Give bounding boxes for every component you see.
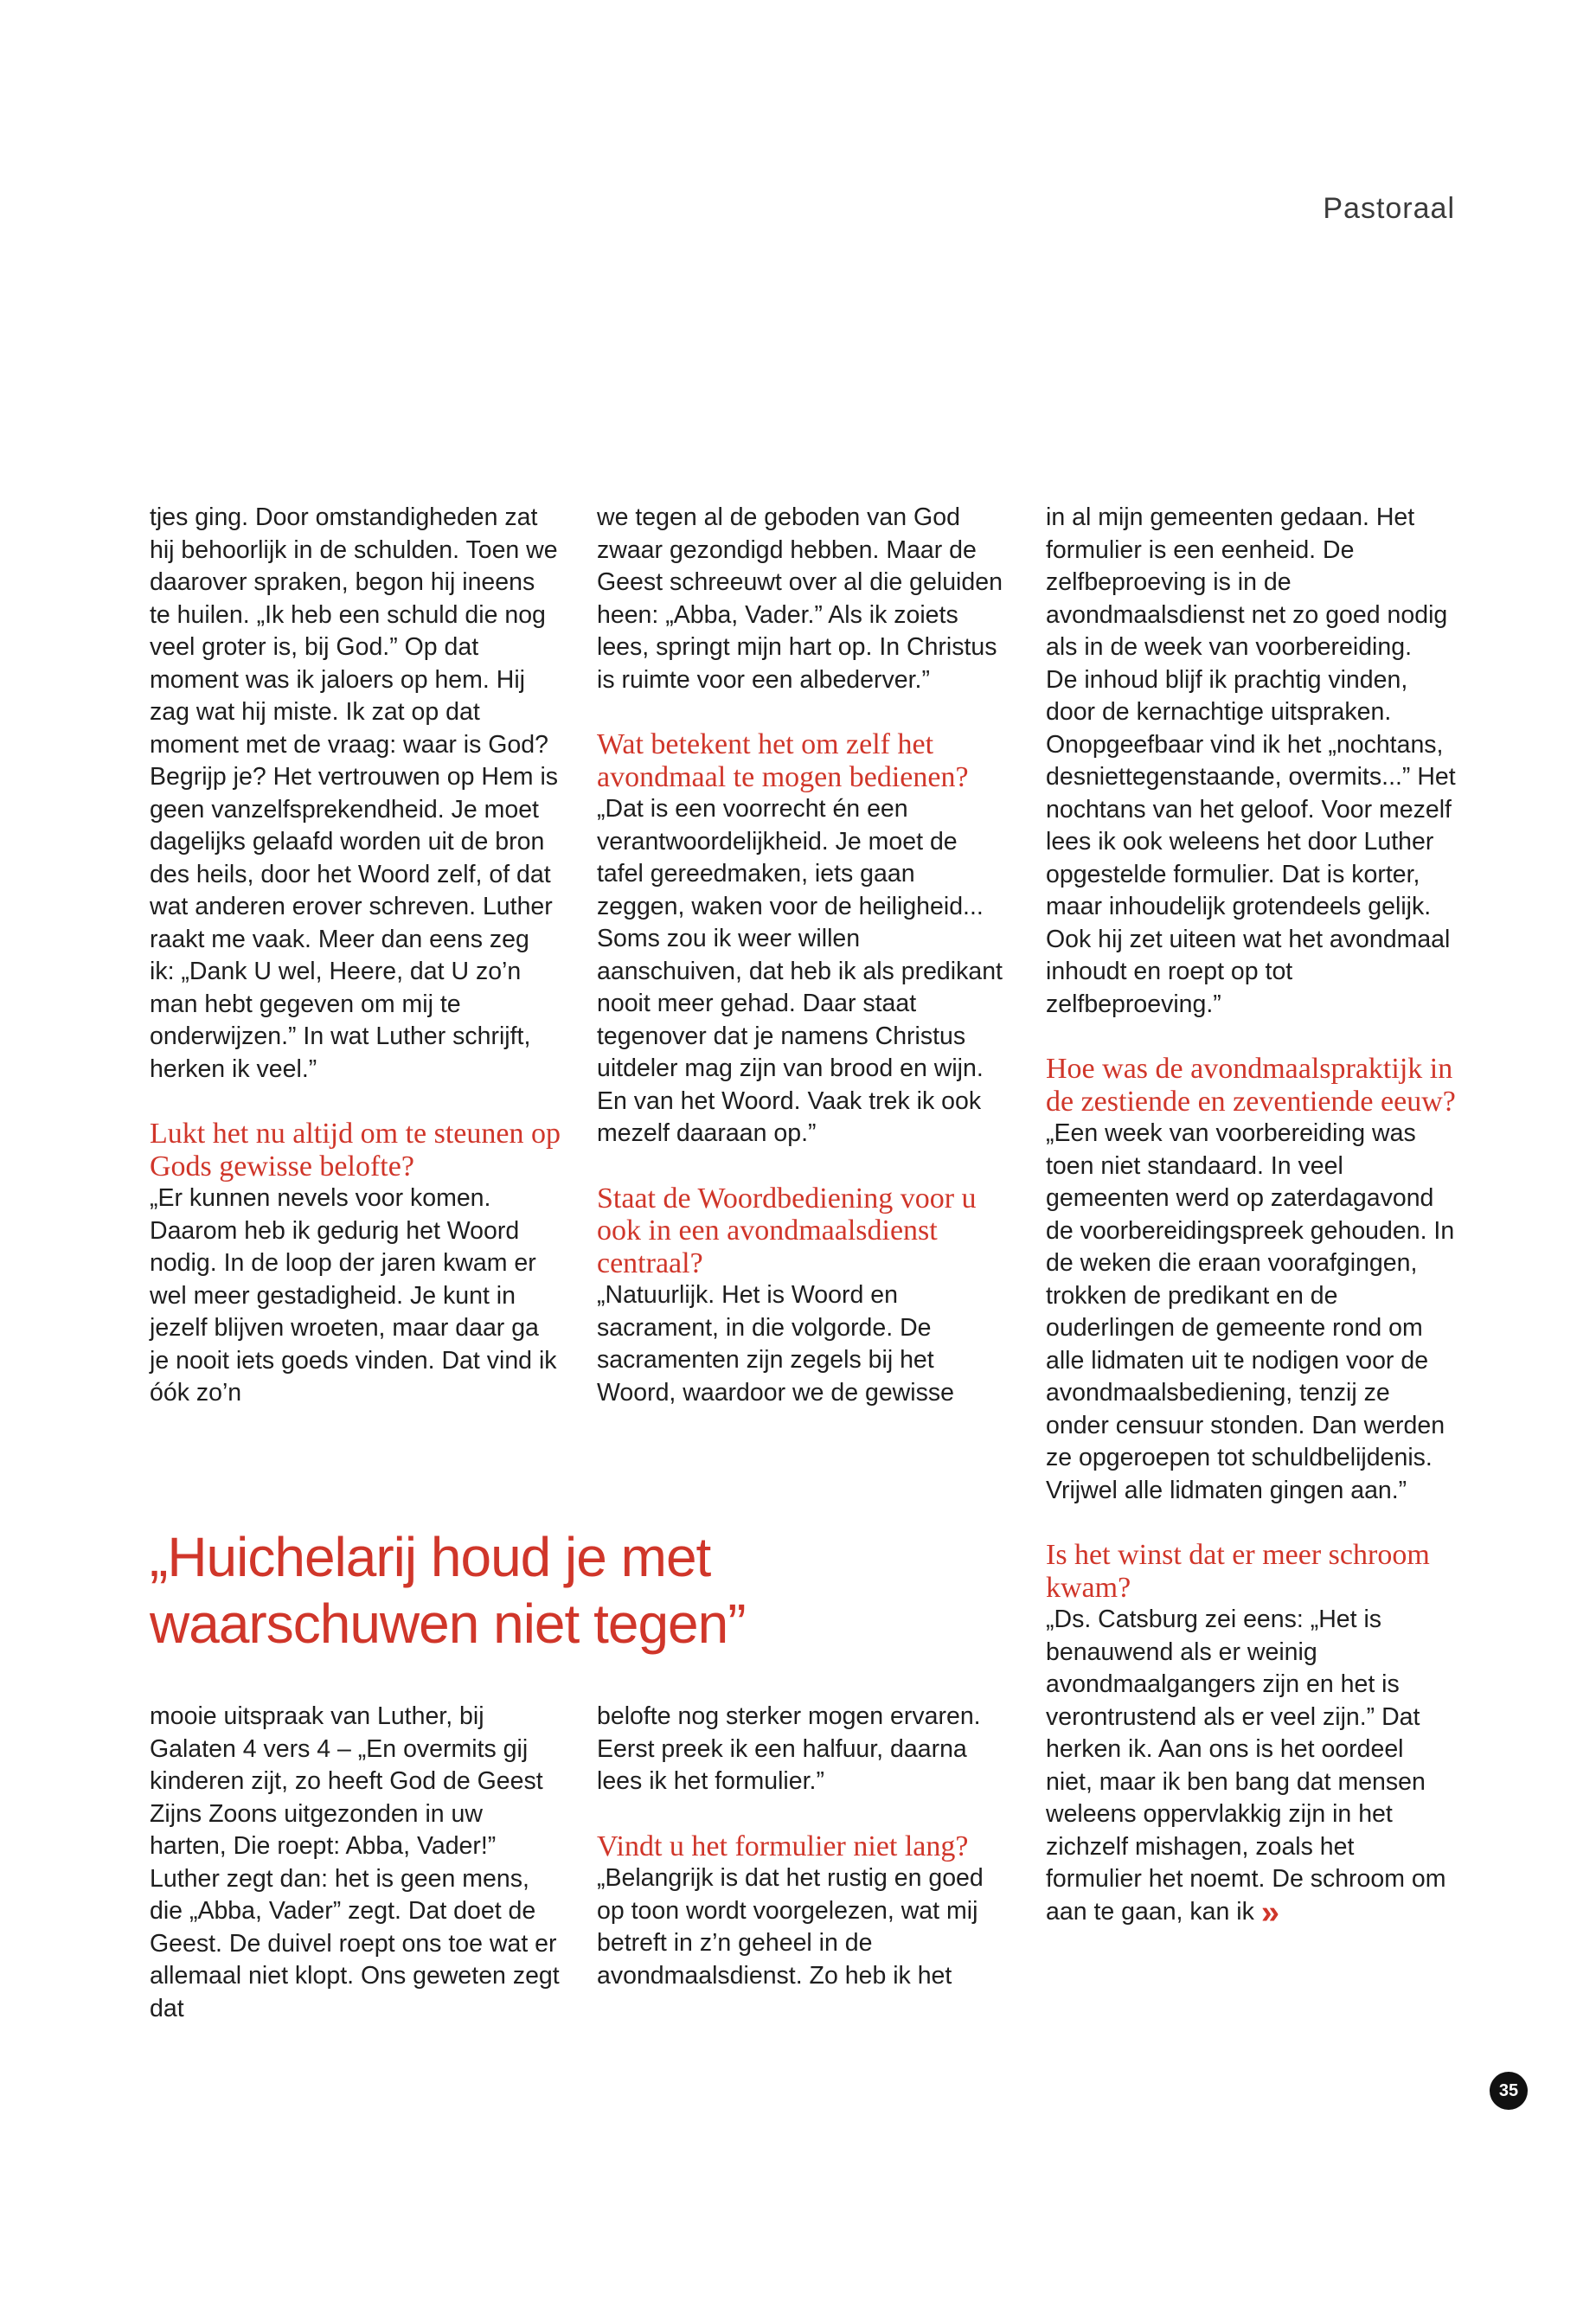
paragraph: we tegen al de geboden van God zwaar gezondigd hebben. Maar de Geest schreeuwt over al die geluiden heen: „Abba, Vader.” Als ik zoiets lees, springt mijn hart op. In Christus is ruimte voor een albederver.” (597, 503, 1003, 694)
interview-question: Is het winst dat er meer schroom kwam? (1046, 1539, 1430, 1604)
interview-question: Lukt het nu altijd om te steunen op Gods gewisse belofte? (150, 1118, 561, 1183)
paragraph: „Er kunnen nevels voor komen. Daarom heb ik gedurig het Woord nodig. In de loop der jaren kwam er wel meer gestadigheid. Je kunt in jezelf blijven wroeten, maar daar ga je nooit iets goeds vinden. Dat vind ik óók zo’n (150, 1184, 557, 1407)
paragraph: De inhoud blijf ik prachtig vinden, door de kernachtige uitspraken. Onopgeefbaar vind ik het „nochtans, desniettegenstaande, overmits...” Het nochtans van het geloof. Voor mezelf lees ik ook weleens het door Luther opgestelde formulier. Dat is korter, maar inhoudelijk grotendeels gelijk. Ook hij zet uiteen wat het avondmaal inhoudt en roept op tot zelfbeproeving.” (1046, 665, 1456, 1018)
article-column-3 (1046, 502, 1457, 1931)
interview-question: Hoe was de avondmaalspraktijk in de zestiende en zeventiende eeuw? (1046, 1053, 1456, 1118)
paragraph: mooie uitspraak van Luther, bij Galaten 4 vers 4 – „En overmits gij kinderen zijt, zo heeft God de Geest Zijns Zoons uitgezonden in uw harten, Die roept: Abba, Vader!” Luther zegt dan: het is geen mens, die „Abba, Vader” zegt. Dat doet de Geest. De duivel roept ons toe wat er allemaal niet klopt. Ons geweten zegt dat (150, 1702, 560, 2022)
paragraph: „Een week van voorbereiding was toen niet standaard. In veel gemeenten werd op zaterdagavond de voorbereidingspreek gehouden. In de weken die eraan voorafgingen, trokken de predikant en de ouderlingen de gemeente rond om alle lidmaten uit te nodigen voor de avondmaalsbediening, tenzij ze onder censuur stonden. Dan werden ze opgeroepen tot schuldbelijdenis. Vrijwel alle lidmaten gingen aan.” (1046, 1119, 1455, 1504)
article-column-2 (597, 502, 1008, 1409)
page-number: 35 (1490, 2072, 1528, 2110)
interview-question: Wat betekent het om zelf het avondmaal te mogen bedienen? (597, 728, 969, 793)
paragraph: belofte nog sterker mogen ervaren. Eerst preek ik een halfuur, daarna lees ik het formulier.” (597, 1702, 981, 1795)
interview-question: Vindt u het formulier niet lang? (597, 1830, 969, 1862)
section-label: Pastoraal (1323, 192, 1455, 225)
paragraph: „Dat is een voorrecht én een verantwoordelijkheid. Je moet de tafel gereedmaken, iets gaan zeggen, waken voor de heiligheid... Soms zou ik weer willen aanschuiven, dat heb ik als predikant nooit meer gehad. Daar staat tegenover dat je namens Christus uitdeler mag zijn van brood en wijn. En van het Woord. Vaak trek ik ook mezelf daaraan op.” (597, 795, 1003, 1147)
paragraph: in al mijn gemeenten gedaan. Het formulier is een eenheid. De zelfbeproeving is in de avondmaalsdienst net zo goed nodig als in de week van voorbereiding. (1046, 503, 1448, 661)
interview-question: Staat de Woordbediening voor u ook in een avondmaalsdienst centraal? (597, 1182, 977, 1279)
paragraph: „Belangrijk is dat het rustig en goed op toon wordt voorgelezen, wat mij betreft in z’n geheel in de avondmaalsdienst. Zo heb ik het (597, 1864, 984, 1990)
article-column-1 (150, 502, 561, 1410)
paragraph: „Natuurlijk. Het is Woord en sacrament, in die volgorde. De sacramenten zijn zegels bij het Woord, waardoor we de gewisse (597, 1281, 954, 1407)
double-chevron-right-icon: » (1260, 1894, 1279, 1931)
article-column-1-bottom (150, 1701, 561, 2025)
pull-quote: „Huichelarij houd je met waarschuwen niet tegen” (150, 1526, 746, 1655)
paragraph (1046, 1604, 1457, 1931)
paragraph-text: „Ds. Catsburg zei eens: „Het is benauwend als er weinig avondmaalgangers zijn en het is verontrustend als er veel zijn.” Dat herken ik. Aan ons is het oordeel niet, maar ik ben bang dat mensen weleens oppervlakkig zijn in het zichzelf mishagen, zoals het formulier het noemt. De schroom om aan te gaan, kan ik (1046, 1606, 1446, 1926)
article-column-2-bottom (597, 1701, 1008, 1992)
paragraph: tjes ging. Door omstandigheden zat hij behoorlijk in de schulden. Toen we daarover spraken, begon hij ineens te huilen. „Ik heb een schuld die nog veel groter is, bij God.” Op dat moment was ik jaloers op hem. Hij zag wat hij miste. Ik zat op dat moment met de vraag: waar is God? Begrijp je? Het vertrouwen op Hem is geen vanzelfsprekendheid. Je moet dagelijks gelaafd worden uit de bron des heils, door het Woord zelf, of dat wat anderen erover schreven. Luther raakt me vaak. Meer dan eens zeg ik: „Dank U wel, Heere, dat U zo’n man hebt gegeven om mij te onderwijzen.” In wat Luther schrijft, herken ik veel.” (150, 503, 559, 1083)
